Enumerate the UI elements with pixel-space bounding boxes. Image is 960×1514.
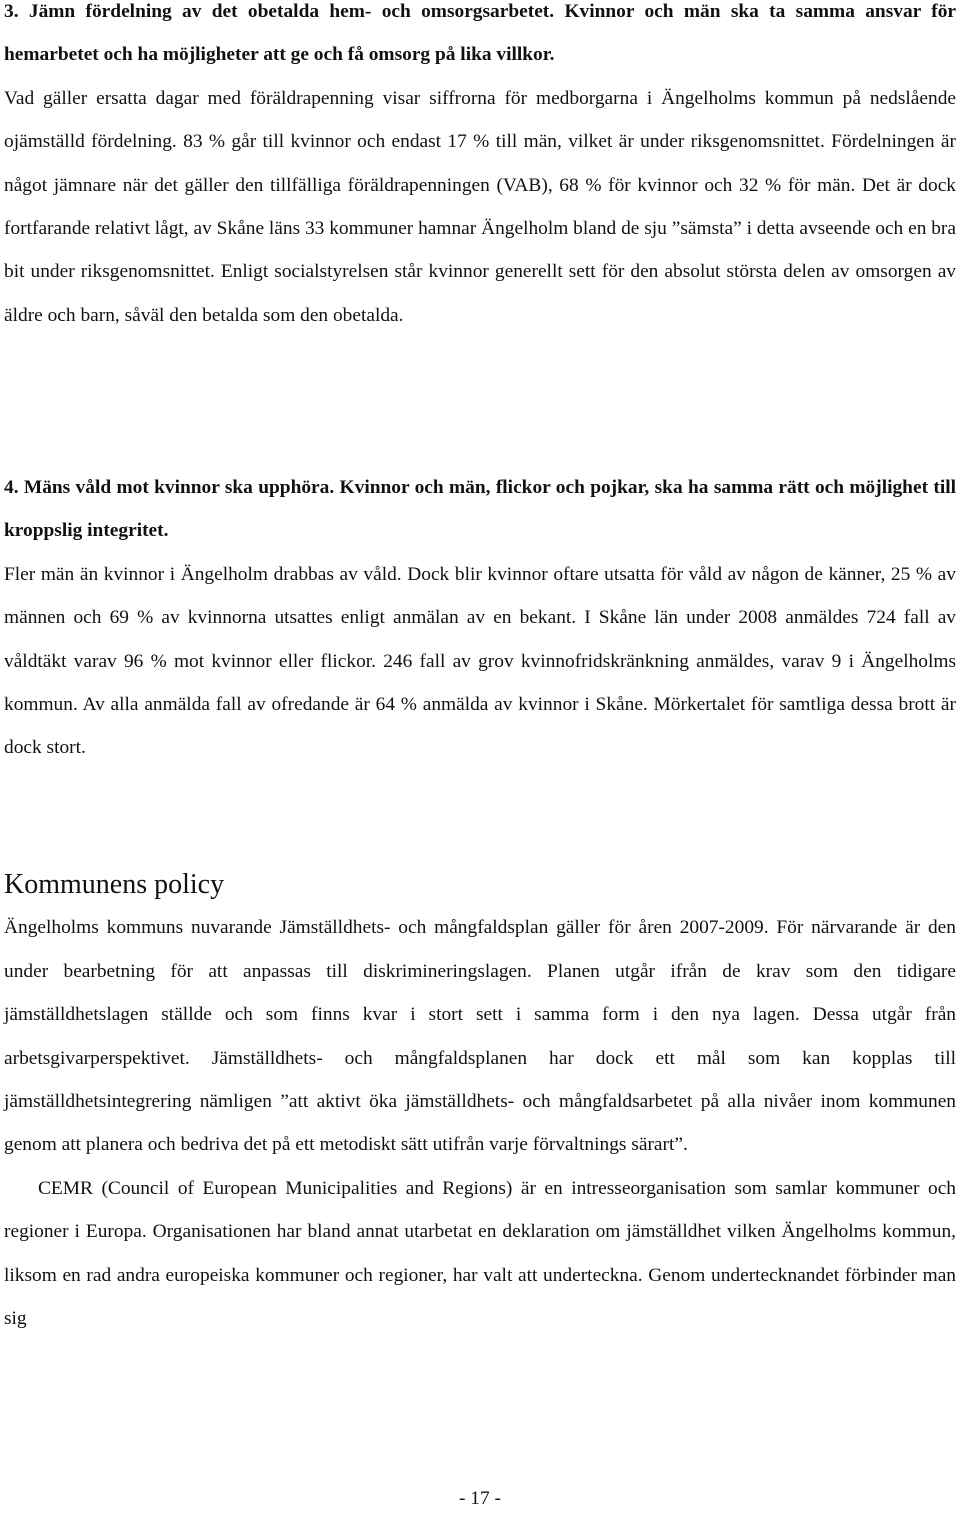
section-4 xyxy=(4,466,956,770)
section-3 xyxy=(4,0,956,337)
policy-heading: Kommunens policy xyxy=(4,869,225,900)
policy-section xyxy=(4,863,956,1340)
section-3-heading: 3. Jämn fördelning av det obetalda hem- och omsorgsarbetet. Kvinnor och män ska ta samma ansvar för hemarbetet och ha möjligheter att ge och få omsorg på lika villkor. xyxy=(4,1,956,66)
policy-paragraph-1: Ängelholms kommuns nuvarande Jämställdhets- och mångfaldsplan gäller för åren 2007-2009. För närvarande är den under bearbetning för att anpassas till diskrimineringslagen. Planen utgår ifrån de krav som den tidigare jämställdhetslagen ställde och som finns kvar i stort sett i samma form i den nya lagen. Dessa utgår från arbetsgivarperspektivet. Jämställdhets- och mångfaldsplanen har dock ett mål som kan kopplas till jämställdhetsintegrering nämligen ”att aktivt öka jämställdhets- och mångfaldsarbetet på alla nivåer inom kommunen genom att planera och bedriva det på ett metodiskt sätt utifrån varje förvaltnings särart”. xyxy=(4,917,956,1156)
section-4-heading: 4. Mäns våld mot kvinnor ska upphöra. Kvinnor och män, flickor och pojkar, ska ha samma rätt och möjlighet till kroppslig integritet. xyxy=(4,477,956,542)
page-number: - 17 - xyxy=(458,1488,501,1509)
policy-paragraph-2: CEMR (Council of European Municipalities and Regions) är en intresseorganisation som samlar kommuner och regioner i Europa. Organisationen har bland annat utarbetat en deklaration om jämställdhet vilken Ängelholms kommun, liksom en rad andra europeiska kommuner och regioner, har valt att underteckna. Genom undertecknandet förbinder man sig xyxy=(4,1177,956,1330)
section-3-body: Vad gäller ersatta dagar med föräldrapenning visar siffrorna för medborgarna i Ängelholms kommun på nedslående ojämställd fördelning. 83 % går till kvinnor och endast 17 % till män, vilket är under riksgenomsnittet. Fördelningen är något jämnare när det gäller den tillfälliga föräldrapenningen (VAB), 68 % för kvinnor och 32 % för män. Det är dock fortfarande relativt lågt, av Skåne läns 33 kommuner hamnar Ängelholm bland de sju ”sämsta” i detta avseende och en bra bit under riksgenomsnittet. Enligt socialstyrelsen står kvinnor generellt sett för den absolut största delen av omsorgen av äldre och barn, såväl den betalda som den obetalda. xyxy=(4,87,956,326)
section-4-body: Fler män än kvinnor i Ängelholm drabbas av våld. Dock blir kvinnor oftare utsatta för våld av någon de känner, 25 % av männen och 69 % av kvinnorna utsattes enligt anmälan av en bekant. I Skåne län under 2008 anmäldes 724 fall av våldtäkt varav 96 % mot kvinnor eller flickor. 246 fall av grov kvinnofridskränkning anmäldes, varav 9 i Ängelholms kommun. Av alla anmälda fall av ofredande är 64 % anmälda av kvinnor i Skåne. Mörkertalet för samtliga dessa brott är dock stort. xyxy=(4,563,956,759)
